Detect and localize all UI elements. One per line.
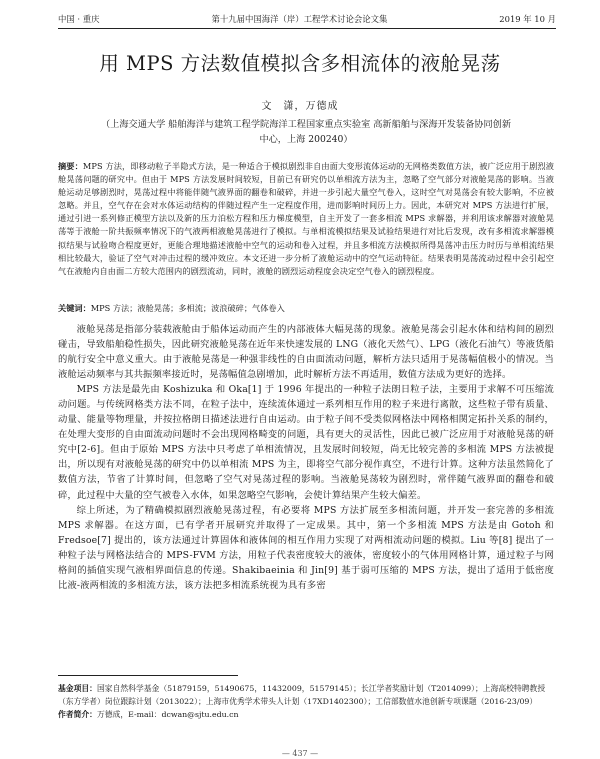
keywords xyxy=(58,302,554,315)
author-note xyxy=(58,708,554,721)
funding-note xyxy=(58,682,554,708)
running-header xyxy=(58,12,556,26)
body-paragraph: 综上所述，为了精确模拟剧烈液舱晃荡过程，有必要将 MPS 方法扩展至多相流问题，并开发一套完善的多相流 MPS 求解器。在这方面，已有学者开展研究并取得了一定成果。其中，第一个多相流 MPS 方法是由 Gotoh 和 Fredsoe[7] 提出的，该方法通过计算固体和液体间的相互作用力实现了对两相流动问题的模拟。Liu 等[8] 提出了一种粒子法与网格法结合的 MPS-FVM 方法，用粒子代表密度较大的液体，密度较小的气体用网格计算，通过粒子与网格间的插值实现气液相界面信息的传递。Shakibaeinia 和 Jin[9] 基于弱可压缩的 MPS 方法，提出了适用于低密度比液-液两相流的多相流方法，该方法把多相流系统视为具有多密 xyxy=(58,504,554,591)
abstract xyxy=(58,160,554,278)
funding-text: 国家自然科学基金（51879159，51490675，11432009，51579145）；长江学者奖励计划（T2014099）；上海高校特聘教授（东方学者）岗位跟踪计划（2013022）；上海市优秀学术带头人计划（17XD1402300）；工信部数值水池创新专项课题（2016-23/09） xyxy=(58,684,546,706)
page-number: — 437 — xyxy=(281,749,319,758)
affiliation xyxy=(58,117,554,147)
keywords-text: MPS 方法；液舱晃荡；多相流；波浪破碎；气体卷入 xyxy=(90,303,285,313)
funding-label: 基金项目： xyxy=(58,684,97,693)
body-paragraph: 液舱晃荡是指部分装载液舱由于船体运动而产生的内部液体大幅晃荡的现象。液舱晃荡会引起水体和结构间的剧烈碰击，导致船舶稳性损失，因此研究液舱晃荡在近年来快速发展的 LNG（液化天然气）、LPG（液化石油气）等液货船的航行安全中意义重大。由于液舱晃荡是一种强非线性的自由面流动问题，解析方法只适用于晃荡幅值极小的情况。当液舱运动频率与其共振频率接近时，晃荡幅值急剧增加，此时解析方法不再适用，数值方法成为更好的选择。 xyxy=(58,324,554,381)
body-text xyxy=(58,322,554,593)
footnotes xyxy=(58,682,554,721)
header-date: 2019 年 10 月 xyxy=(499,14,556,24)
affiliation-line-1: （上海交通大学 船舶海洋与建筑工程学院海洋工程国家重点实验室 高新船舶与深海开发装备协同创新 xyxy=(100,119,512,130)
keywords-label: 关键词： xyxy=(58,303,91,313)
header-proceedings: 第十九届中国海洋（岸）工程学术讨论会论文集 xyxy=(211,14,388,24)
author-note-label: 作者简介： xyxy=(58,710,97,719)
author-list: 文 潇，万德成 xyxy=(261,101,339,112)
affiliation-line-2: 中心，上海 200240） xyxy=(259,134,353,145)
author-note-text: 万德成，E-mail：dcwan@sjtu.edu.cn xyxy=(96,710,239,719)
abstract-label: 摘要： xyxy=(58,161,83,171)
body-paragraph: MPS 方法是最先由 Koshizuka 和 Oka[1] 于 1996 年提出的一种粒子法朗日粒子法，主要用于求解不可压缩流动问题。与传统网格类方法不同，在粒子法中，连续流体通过一系列相互作用的粒子来进行离散，这些粒子带有质量、动量、能量等物理量，并按拉格朗日描述法进行自由运动。由于粒子间不受类似网格法中网格相関定拓扑关系的制约，在处理大变形的自由面流动问题时不会出现网格畸变的问题，具有更大的灵活性，因此已被广泛应用于对液舱晃荡的研究中[2-6]。但由于原始 MPS 方法中只考虑了单相流情况，且发展时间较短，尚无比较完善的多相流 MPS 方法被提出，所以现有对液舱晃荡的研究中仍以单相流 MPS 为主，即将空气部分视作真空，不进行计算。这种方法虽然简化了数值方法，节省了计算时间，但忽略了空气对晃荡过程的影响。当液舱晃荡较为剧烈时，常伴随气液界面的翻卷和破碎，此过程中大量的空气被卷入水体，如果忽略空气影响，会使计算结果产生较大偏差。 xyxy=(58,384,554,501)
header-divider xyxy=(58,28,556,29)
paper-title: 用 MPS 方法数值模拟含多相流体的液舱晃荡 xyxy=(99,52,501,75)
footnote-divider xyxy=(58,675,238,676)
header-location: 中国 · 重庆 xyxy=(58,14,100,24)
abstract-text: MPS 方法，即移动粒子半隐式方法，是一种适合于模拟剧烈非自由面大变形流体运动的无网格类数值方法，被广泛应用于剧烈液舱晃荡问题的研究中。但由于 MPS 方法发展时间较短，目前已有研究仍以单相流方法为主，忽略了空气部分对液舱晃荡的影响。当液舱运动足够剧烈时，晃荡过程中将能伴随气液界面的翻卷和破碎，并进一步引起大量空气卷入，这时空气对晃荡会有较大影响，不应被忽略。并且，空气存在会对水体运动结构的伴随过程产生一定程度作用，进而影响时间历上力。因此，本研究对 MPS 方法进行扩展，通过引进一系列修正模型方法以及新的压力泊松方程和压力梯度模型，自主开发了一套多相流 MPS 求解器，并利用该求解器对液舱晃荡等于液舱一阶共振频率情况下的气液两相液舱晃荡进行了模拟。与单相流模拟结果及试验结果进行对比后发现，改有多相流求解器模拟结果与试验吻合程度更好，更能合理地描述液舱中空气的运动和卷入过程，并且多相流方法模拟所得晃荡冲击压力时历与单相流结果相比较最大，验证了空气对冲击过程的缓冲效应。本文还进一步分析了液舱运动中的空气运动特征。结果表明晃荡流动过程中会引起空气在液舱内自由面二方较大范围内的剧烈流动，同时，液舱的剧烈运动程度会决定空气卷入的剧烈程度。 xyxy=(58,161,554,276)
